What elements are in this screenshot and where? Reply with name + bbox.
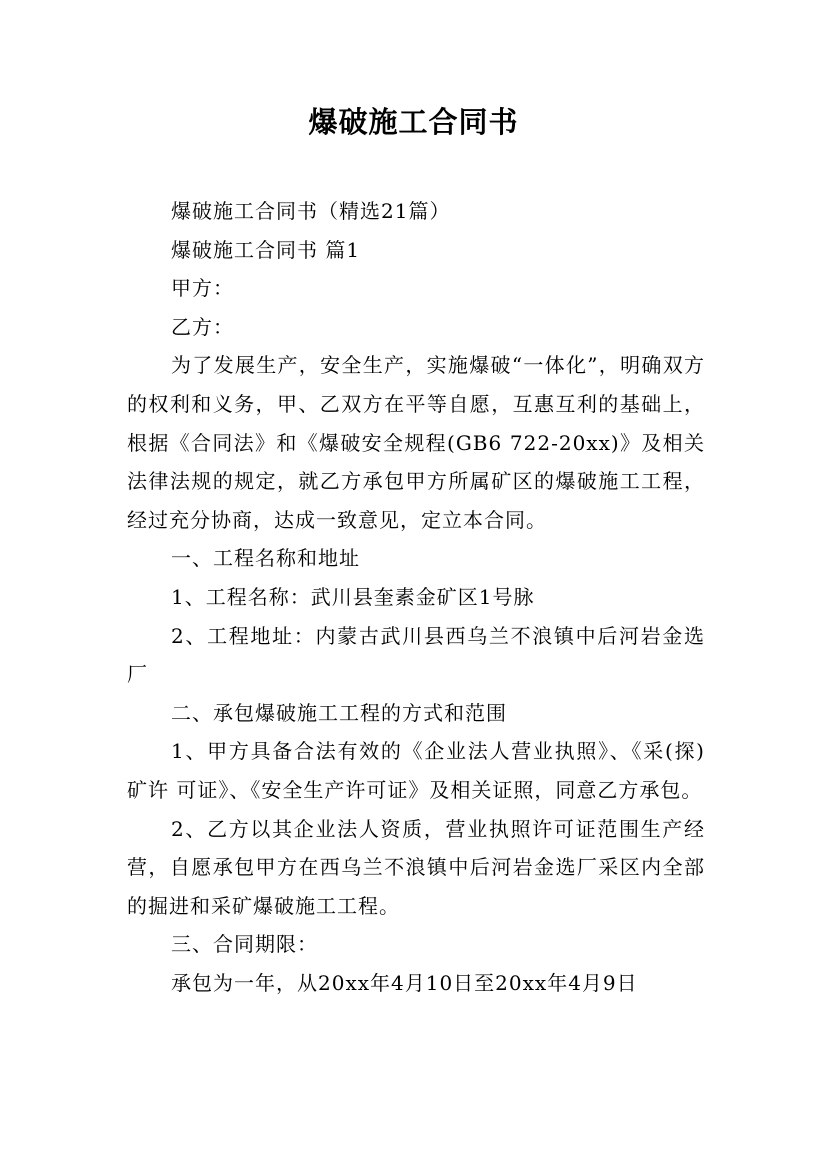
paragraph-contract-term: 承包为一年，从20xx年4月10日至20xx年4月9日: [171, 970, 638, 995]
paragraph-clause-3-heading: 三、合同期限：: [171, 932, 318, 957]
paragraph-clause-2-heading: 二、承包爆破施工工程的方式和范围: [171, 700, 507, 725]
paragraph-project-name: 1、工程名称：武川县奎素金矿区1号脉: [171, 584, 535, 609]
paragraph-party-a: 甲方：: [171, 276, 234, 301]
document-body: [127, 192, 705, 1002]
paragraph-preamble: 为了发展生产，安全生产，实施爆破“一体化”，明确双方的权利和义务，甲、乙双方在平等自愿，互惠互利的基础上，根据《合同法》和《爆破安全规程(GB6 722-20xx)》及相关法律法规的规定，就乙方承包甲方所属矿区的爆破施工工程，经过充分协商，达成一致意见，定立本合同。: [127, 353, 705, 532]
document-title: 爆破施工合同书: [308, 105, 519, 139]
paragraph-party-b: 乙方：: [171, 314, 234, 339]
paragraph-clause-1-heading: 一、工程名称和地址: [171, 546, 360, 571]
paragraph-clause-2-item-2: 2、乙方以其企业法人资质，营业执照许可证范围生产经营，自愿承包甲方在西乌兰不浪镇中后河岩金选厂采区内全部的掘进和采矿爆破施工工程。: [127, 816, 705, 918]
paragraph-section-heading: 爆破施工合同书 篇1: [171, 237, 361, 262]
paragraph-subtitle: 爆破施工合同书（精选21篇）: [171, 199, 451, 223]
paragraph-project-address: 2、工程地址：内蒙古武川县西乌兰不浪镇中后河岩金选厂: [127, 623, 705, 687]
paragraph-clause-2-item-1: 1、甲方具备合法有效的《企业法人营业执照》、《采(探)矿许 可证》、《安全生产许可证》及相关证照，同意乙方承包。: [127, 739, 705, 802]
